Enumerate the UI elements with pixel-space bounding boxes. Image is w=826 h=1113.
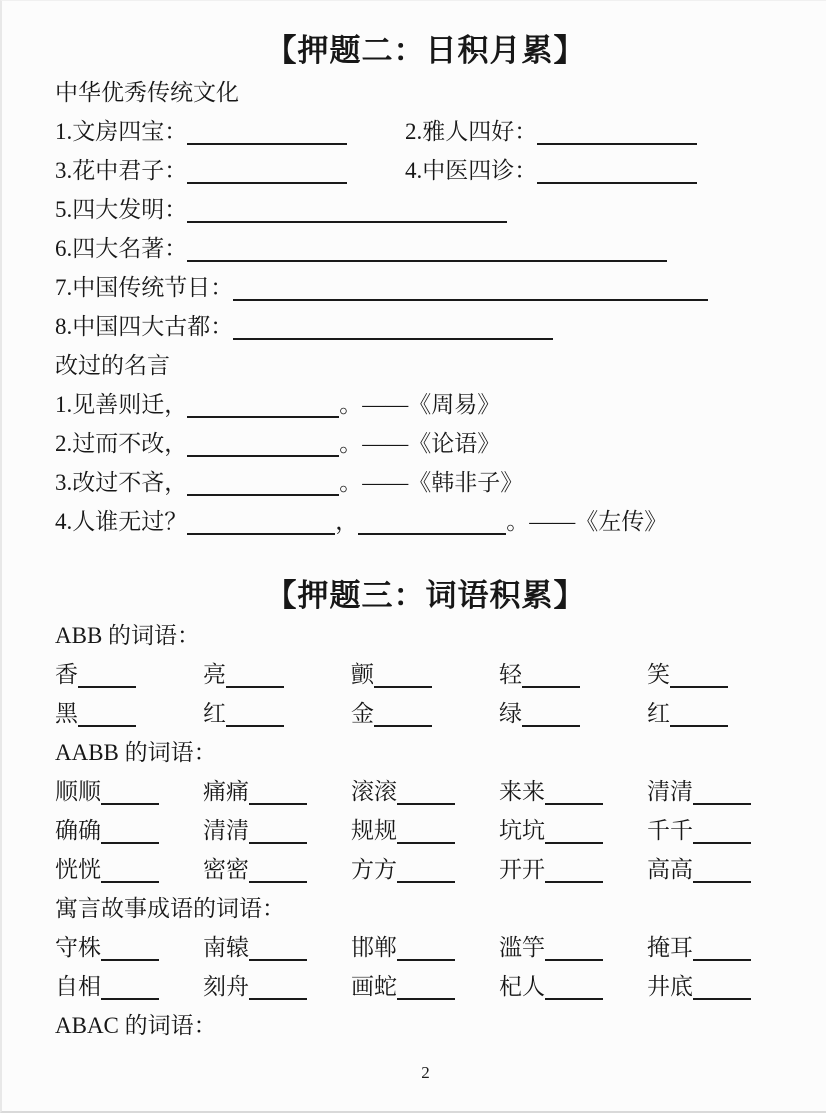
quote-suffix: 。——《周易》 — [339, 392, 501, 417]
answer-blank — [187, 470, 339, 496]
answer-blank — [101, 857, 159, 883]
answer-blank — [670, 662, 728, 688]
word-prefix: 杞人 — [499, 974, 545, 999]
answer-blank — [693, 974, 751, 1000]
quote-label: 1.见善则迁， — [55, 392, 188, 417]
word-prefix: 滚滚 — [351, 779, 397, 804]
answer-blank — [249, 974, 307, 1000]
quote-label: 2.过而不改， — [55, 431, 188, 456]
answer-blank — [233, 314, 553, 340]
word-item — [647, 694, 795, 733]
answer-blank — [537, 119, 697, 145]
quote-mid-comma: ， — [335, 509, 359, 534]
word-item — [647, 772, 795, 811]
answer-blank — [101, 818, 159, 844]
quote-suffix: 。——《韩非子》 — [339, 470, 524, 495]
section-title-accumulation: 【押题二：日积月累】 — [265, 33, 586, 68]
word-prefix: 南辕 — [203, 935, 249, 960]
answer-blank — [101, 974, 159, 1000]
word-grid-fable — [55, 928, 796, 1006]
answer-blank — [187, 392, 339, 418]
answer-blank — [537, 158, 697, 184]
word-item — [55, 928, 203, 967]
answer-blank — [187, 236, 667, 262]
word-item — [351, 811, 499, 850]
culture-heading: 中华优秀传统文化 — [55, 80, 239, 105]
quote-line — [55, 502, 796, 541]
quote-suffix: 。——《论语》 — [339, 431, 501, 456]
answer-blank — [522, 701, 580, 727]
answer-blank — [101, 779, 159, 805]
answer-blank — [78, 701, 136, 727]
word-item — [351, 967, 499, 1006]
word-item — [647, 928, 795, 967]
word-item — [203, 811, 351, 850]
word-item — [55, 772, 203, 811]
page-number: 2 — [421, 1063, 430, 1082]
word-item — [499, 655, 647, 694]
item-label: 8.中国四大古都： — [55, 314, 234, 339]
word-row — [55, 772, 796, 811]
answer-blank — [187, 509, 335, 535]
word-item — [55, 811, 203, 850]
item-label: 4.中医四诊： — [405, 158, 538, 183]
answer-blank — [249, 818, 307, 844]
word-row — [55, 694, 796, 733]
fill-blank-item — [55, 190, 796, 229]
word-prefix: 顺顺 — [55, 779, 101, 804]
word-prefix: 亮 — [203, 662, 226, 687]
worksheet-page — [2, 29, 826, 1083]
word-row — [55, 967, 796, 1006]
answer-blank — [374, 701, 432, 727]
item-label: 6.四大名著： — [55, 236, 188, 261]
word-item — [203, 967, 351, 1006]
quotes-heading: 改过的名言 — [55, 353, 170, 378]
word-item — [55, 967, 203, 1006]
word-item — [203, 772, 351, 811]
answer-blank — [187, 431, 339, 457]
word-item — [351, 928, 499, 967]
quote-suffix: 。——《左传》 — [506, 509, 668, 534]
word-item — [499, 694, 647, 733]
word-prefix: 香 — [55, 662, 78, 687]
answer-blank — [397, 818, 455, 844]
word-item — [499, 811, 647, 850]
answer-blank — [545, 857, 603, 883]
answer-blank — [545, 935, 603, 961]
word-item — [647, 850, 795, 889]
word-group-heading-fable: 寓言故事成语的词语： — [55, 896, 285, 921]
word-prefix: 清清 — [203, 818, 249, 843]
fill-blank-item — [405, 151, 697, 190]
word-row — [55, 850, 796, 889]
item-label: 2.雅人四好： — [405, 119, 538, 144]
word-group-heading-abac: ABAC 的词语： — [55, 1013, 217, 1038]
word-prefix: 千千 — [647, 818, 693, 843]
word-prefix: 方方 — [351, 857, 397, 882]
quote-label: 3.改过不吝， — [55, 470, 188, 495]
word-prefix: 来来 — [499, 779, 545, 804]
word-item — [499, 928, 647, 967]
fill-blank-item — [55, 307, 796, 346]
word-item — [351, 772, 499, 811]
word-prefix: 自相 — [55, 974, 101, 999]
answer-blank — [233, 275, 708, 301]
word-prefix: 坑坑 — [499, 818, 545, 843]
word-item — [647, 811, 795, 850]
word-item — [351, 655, 499, 694]
word-row — [55, 655, 796, 694]
section-title-words: 【押题三：词语积累】 — [265, 578, 586, 613]
answer-blank — [226, 662, 284, 688]
answer-blank — [397, 779, 455, 805]
word-group-heading-abb: ABB 的词语： — [55, 623, 201, 648]
word-prefix: 痛痛 — [203, 779, 249, 804]
answer-blank — [693, 779, 751, 805]
word-item — [647, 967, 795, 1006]
word-prefix: 画蛇 — [351, 974, 397, 999]
word-prefix: 金 — [351, 701, 374, 726]
fill-blank-item — [55, 151, 405, 190]
answer-blank — [101, 935, 159, 961]
word-prefix: 红 — [647, 701, 670, 726]
word-item — [55, 655, 203, 694]
fill-blank-item — [55, 112, 405, 151]
answer-blank — [397, 935, 455, 961]
word-prefix: 井底 — [647, 974, 693, 999]
answer-blank — [226, 701, 284, 727]
word-prefix: 密密 — [203, 857, 249, 882]
answer-blank — [249, 779, 307, 805]
word-prefix: 掩耳 — [647, 935, 693, 960]
answer-blank — [693, 935, 751, 961]
fill-blank-row — [55, 151, 796, 190]
word-grid-aabb — [55, 772, 796, 889]
word-row — [55, 928, 796, 967]
answer-blank — [397, 974, 455, 1000]
word-item — [499, 850, 647, 889]
word-row — [55, 811, 796, 850]
word-prefix: 恍恍 — [55, 857, 101, 882]
item-label: 3.花中君子： — [55, 158, 188, 183]
word-item — [55, 850, 203, 889]
answer-blank — [522, 662, 580, 688]
quote-line — [55, 424, 796, 463]
word-prefix: 清清 — [647, 779, 693, 804]
answer-blank — [374, 662, 432, 688]
answer-blank — [249, 935, 307, 961]
answer-blank — [693, 857, 751, 883]
word-grid-abb — [55, 655, 796, 733]
answer-blank — [693, 818, 751, 844]
word-prefix: 笑 — [647, 662, 670, 687]
word-prefix: 规规 — [351, 818, 397, 843]
word-item — [203, 850, 351, 889]
answer-blank — [187, 197, 507, 223]
answer-blank — [249, 857, 307, 883]
answer-blank — [670, 701, 728, 727]
word-prefix: 红 — [203, 701, 226, 726]
fill-blank-row — [55, 112, 796, 151]
word-prefix: 轻 — [499, 662, 522, 687]
answer-blank — [397, 857, 455, 883]
word-prefix: 高高 — [647, 857, 693, 882]
word-prefix: 守株 — [55, 935, 101, 960]
answer-blank — [545, 818, 603, 844]
word-prefix: 开开 — [499, 857, 545, 882]
word-prefix: 确确 — [55, 818, 101, 843]
answer-blank — [545, 779, 603, 805]
fill-blank-item — [55, 268, 796, 307]
word-item — [351, 694, 499, 733]
word-prefix: 绿 — [499, 701, 522, 726]
word-item — [203, 928, 351, 967]
word-item — [351, 850, 499, 889]
word-prefix: 邯郸 — [351, 935, 397, 960]
word-group-heading-aabb: AABB 的词语： — [55, 740, 217, 765]
fill-blank-item — [405, 112, 697, 151]
answer-blank — [187, 158, 347, 184]
item-label: 5.四大发明： — [55, 197, 188, 222]
word-item — [203, 694, 351, 733]
quote-line — [55, 385, 796, 424]
fill-blank-item — [55, 229, 796, 268]
item-label: 1.文房四宝： — [55, 119, 188, 144]
word-prefix: 颤 — [351, 662, 374, 687]
answer-blank — [187, 119, 347, 145]
word-item — [499, 967, 647, 1006]
word-item — [55, 694, 203, 733]
word-item — [499, 772, 647, 811]
word-prefix: 黑 — [55, 701, 78, 726]
answer-blank — [78, 662, 136, 688]
quote-line — [55, 463, 796, 502]
word-item — [647, 655, 795, 694]
answer-blank — [545, 974, 603, 1000]
word-prefix: 滥竽 — [499, 935, 545, 960]
word-prefix: 刻舟 — [203, 974, 249, 999]
quote-label: 4.人谁无过？ — [55, 509, 188, 534]
word-item — [203, 655, 351, 694]
item-label: 7.中国传统节日： — [55, 275, 234, 300]
answer-blank — [358, 509, 506, 535]
